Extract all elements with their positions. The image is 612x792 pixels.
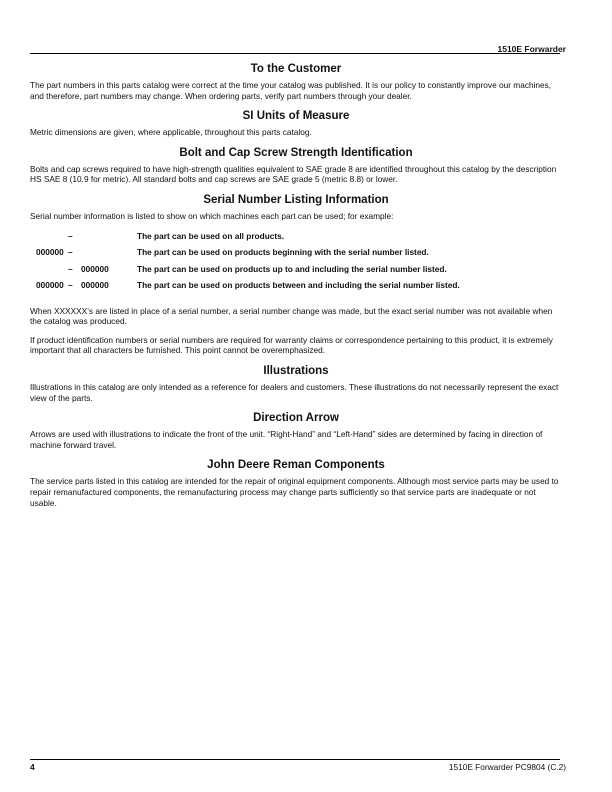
serial-row — [30, 277, 562, 294]
page-number: 4 — [30, 762, 35, 772]
heading-reman-components: John Deere Reman Components — [207, 459, 385, 472]
serial-description: The part can be used on products between and including the serial number listed. — [137, 280, 460, 291]
paragraph-bolt-identification: Bolts and cap screws required to have high-strength qualities equivalent to SAE grade 8 are identified throughout this catalog by the description HS SAE 8 (10.9 for metric). All standard bolts and cap screws are SAE grade 5 (metric 8.8) or lower. — [30, 163, 557, 185]
serial-description: The part can be used on all products. — [137, 230, 285, 241]
serial-start: 000000 — [36, 280, 64, 291]
heading-bolt-identification: Bolt and Cap Screw Strength Identification — [179, 146, 413, 159]
header-title: 1510E Forwarder — [497, 44, 566, 54]
paragraph-to-the-customer: The part numbers in this parts catalog were correct at the time your catalog was published. It is our policy to constantly improve our machines, and therefore, part numbers may change. When ordering parts, verify part numbers through your dealer. — [30, 80, 552, 101]
serial-start: 000000 — [36, 247, 64, 258]
heading-illustrations: Illustrations — [263, 364, 329, 377]
serial-description: The part can be used on products up to and including the serial number listed. — [137, 263, 447, 274]
paragraph-illustrations: Illustrations in this catalog are only intended as a reference for dealers and customers. These illustrations do not necessarily represent the exact view of the parts. — [30, 381, 559, 403]
serial-dash: – — [68, 230, 73, 241]
heading-to-the-customer: To the Customer — [250, 63, 342, 75]
serial-row — [30, 261, 562, 278]
paragraph-serial-intro: Serial number information is listed to show on which machines each part can be used; for example: — [30, 210, 394, 221]
serial-dash: – — [68, 263, 73, 274]
paragraph-direction-arrow: Arrows are used with illustrations to indicate the front of the unit. “Right-Hand” and “Left-Hand” sides are determined by facing in direction of machine forward travel. — [30, 429, 543, 450]
paragraph-si-units: Metric dimensions are given, where applicable, throughout this parts catalog. — [30, 127, 312, 138]
footer-rule — [30, 759, 560, 760]
serial-row — [30, 244, 562, 261]
footer-publication-id: 1510E Forwarder PC9804 (C.2) — [448, 762, 566, 772]
heading-direction-arrow: Direction Arrow — [253, 412, 339, 425]
heading-si-units: SI Units of Measure — [242, 110, 350, 123]
paragraph-reman-components: The service parts listed in this catalog are intended for the repair of original equipment components. Although most service parts may be used to repair remanufactured components, the remanufacturing process may change parts sufficiently so that service parts are inadequate or not usable. — [30, 476, 559, 508]
serial-row — [30, 228, 562, 245]
serial-dash: – — [68, 280, 73, 291]
page-content — [30, 62, 562, 516]
paragraph-serial-note-xxxxxx: When XXXXXX’s are listed in place of a serial number, a serial number change was made, but the exact serial number was not available when the catalog was produced. — [30, 305, 553, 327]
header-rule — [30, 53, 560, 54]
serial-end: 000000 — [81, 280, 109, 291]
paragraph-serial-note-warranty: If product identification numbers or serial numbers are required for warranty claims or correspondence pertaining to this product, it is extremely important that all characters be furnished. This point cannot be overemphasized. — [30, 334, 553, 356]
serial-number-examples — [30, 228, 562, 294]
heading-serial-number-listing: Serial Number Listing Information — [203, 193, 389, 206]
serial-description: The part can be used on products beginning with the serial number listed. — [137, 247, 429, 258]
serial-dash: – — [68, 247, 73, 258]
serial-end: 000000 — [81, 263, 109, 274]
